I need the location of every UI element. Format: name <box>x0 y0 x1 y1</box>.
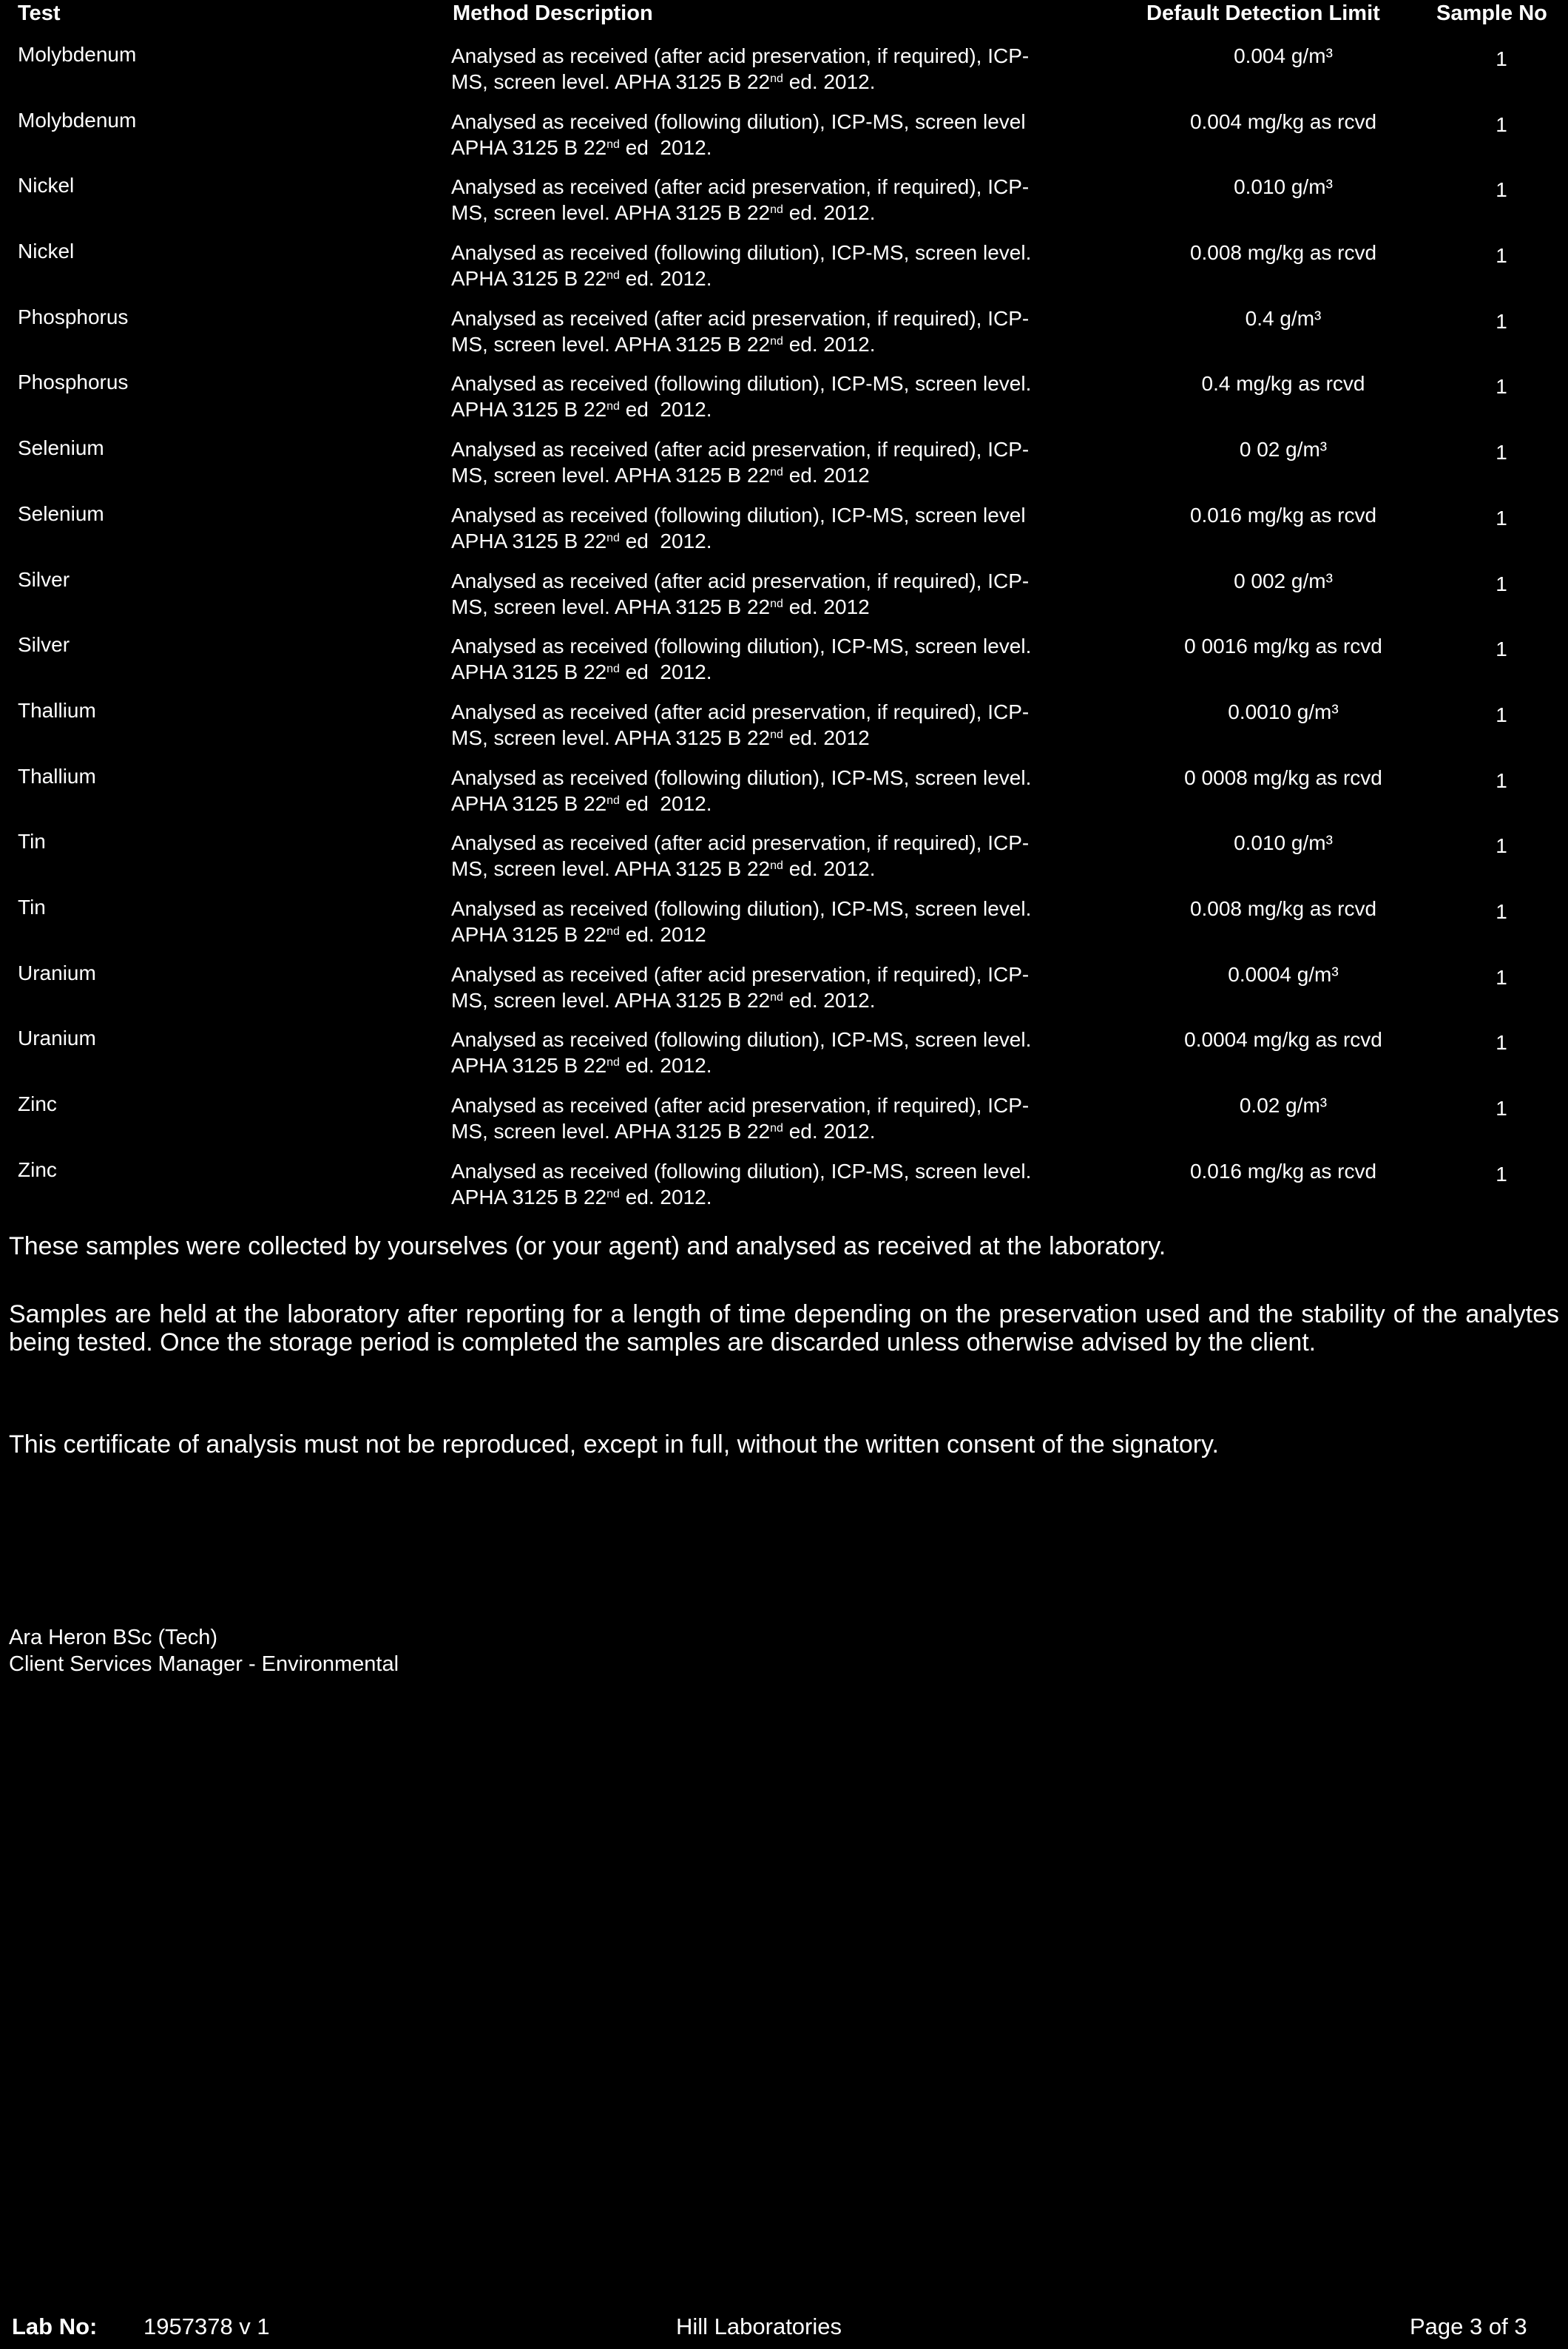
method-line-2 <box>451 1184 1132 1210</box>
method-line-2 <box>451 922 1132 947</box>
method-edition: ed. 2012 <box>619 922 706 946</box>
method-line-2 <box>451 1052 1132 1078</box>
method-description <box>451 174 1132 226</box>
footer-page: Page 3 of 3 <box>1410 2313 1527 2339</box>
test-name: Silver <box>18 633 70 657</box>
sample-no: 1 <box>1496 572 1507 595</box>
footer-company: Hill Laboratories <box>676 2313 842 2339</box>
test-name: Thallium <box>18 764 96 788</box>
method-edition: ed 2012. <box>619 398 712 422</box>
method-description <box>451 1027 1132 1078</box>
method-description <box>451 240 1132 291</box>
method-description <box>451 109 1132 160</box>
sample-no: 1 <box>1496 834 1507 858</box>
method-ref: MS, screen level. APHA 3125 B 22 <box>451 201 771 225</box>
note-storage: Samples are held at the laboratory after reporting for a length of time depending on the preservation used and the stability of the analytes being tested. Once the storage period is completed the samples are discarded unless otherwise advised by the client. <box>9 1300 1559 1356</box>
method-ref: MS, screen level. APHA 3125 B 22 <box>451 1120 771 1143</box>
note-collection: These samples were collected by yourselves (or your agent) and analysed as received at the laboratory. <box>9 1232 1166 1260</box>
method-line-2 <box>451 791 1132 817</box>
test-name: Silver <box>18 567 70 591</box>
method-ref: APHA 3125 B 22 <box>451 791 607 815</box>
table-row <box>0 1158 1568 1224</box>
sample-no: 1 <box>1496 244 1507 268</box>
sample-no: 1 <box>1496 1031 1507 1055</box>
method-line-2 <box>451 594 1132 620</box>
detection-limit: 0.4 mg/kg as rcvd <box>1201 372 1365 396</box>
sample-no: 1 <box>1496 965 1507 989</box>
table-row <box>0 240 1568 305</box>
method-ref: MS, screen level. APHA 3125 B 22 <box>451 332 771 356</box>
method-line-1: Analysed as received (after acid preservation, if required), ICP- <box>451 569 1030 592</box>
test-name: Tin <box>18 830 46 854</box>
sample-no: 1 <box>1496 441 1507 464</box>
method-description <box>451 43 1132 95</box>
detection-limit: 0.0010 g/m³ <box>1228 700 1339 723</box>
method-description <box>451 1092 1132 1144</box>
test-name: Uranium <box>18 961 96 984</box>
sample-no: 1 <box>1496 1162 1507 1186</box>
test-name: Nickel <box>18 240 75 263</box>
method-line-1: Analysed as received (after acid preservation, if required), ICP- <box>451 44 1030 67</box>
method-line-2 <box>451 69 1132 95</box>
method-description <box>451 699 1132 751</box>
method-line-1: Analysed as received (following dilution), ICP-MS, screen level. <box>451 765 1032 789</box>
footer-lab-no-label: Lab No: <box>12 2313 98 2339</box>
method-ref: APHA 3125 B 22 <box>451 398 607 422</box>
test-name: Selenium <box>18 436 104 460</box>
test-name: Tin <box>18 895 46 919</box>
detection-limit: 0.0004 g/m³ <box>1228 962 1339 986</box>
method-line-1: Analysed as received (after acid preservation, if required), ICP- <box>451 175 1030 199</box>
note-reproduction: This certificate of analysis must not be reproduced, except in full, without the written consent of the signatory. <box>9 1430 1219 1459</box>
ordinal-suffix: nd <box>770 1122 783 1135</box>
method-line-2 <box>451 725 1132 751</box>
method-ref: MS, screen level. APHA 3125 B 22 <box>451 857 771 881</box>
detection-limit: 0.010 g/m³ <box>1234 831 1333 855</box>
table-row <box>0 371 1568 436</box>
method-edition: ed. 2012. <box>783 857 876 881</box>
method-line-1: Analysed as received (after acid preservation, if required), ICP- <box>451 306 1030 330</box>
detection-limit: 0.008 mg/kg as rcvd <box>1189 896 1377 920</box>
ordinal-suffix: nd <box>606 794 620 807</box>
method-ref: APHA 3125 B 22 <box>451 267 607 291</box>
sample-no: 1 <box>1496 768 1507 792</box>
table-row <box>0 502 1568 568</box>
sample-no: 1 <box>1496 112 1507 136</box>
method-ref: MS, screen level. APHA 3125 B 22 <box>451 988 771 1012</box>
detection-limit: 0.008 mg/kg as rcvd <box>1189 241 1377 265</box>
signatory <box>9 1624 399 1677</box>
method-line-2 <box>451 1118 1132 1144</box>
method-edition: ed. 2012 <box>783 726 870 749</box>
method-edition: ed 2012. <box>619 791 712 815</box>
test-name: Phosphorus <box>18 371 129 394</box>
method-ref: APHA 3125 B 22 <box>451 1185 607 1209</box>
method-line-1: Analysed as received (following dilution), ICP-MS, screen level. <box>451 1028 1032 1052</box>
method-description <box>451 436 1132 488</box>
method-edition: ed 2012. <box>619 660 712 684</box>
sample-no: 1 <box>1496 899 1507 923</box>
method-line-2 <box>451 396 1132 422</box>
header-sample: Sample No <box>1436 1 1547 25</box>
method-line-1: Analysed as received (following dilution), ICP-MS, screen level. <box>451 372 1032 396</box>
method-ref: APHA 3125 B 22 <box>451 135 607 159</box>
method-edition: ed 2012. <box>619 135 712 159</box>
method-edition: ed. 2012 <box>783 595 870 618</box>
ordinal-suffix: nd <box>606 925 620 938</box>
sample-no: 1 <box>1496 375 1507 399</box>
method-line-1: Analysed as received (following dilution), ICP-MS, screen level. <box>451 896 1032 920</box>
detection-limit: 0 02 g/m³ <box>1239 438 1328 462</box>
table-row <box>0 1027 1568 1092</box>
detection-limit: 0 0008 mg/kg as rcvd <box>1184 765 1382 789</box>
method-description <box>451 305 1132 357</box>
method-line-1: Analysed as received (following dilution), ICP-MS, screen level <box>451 109 1026 133</box>
method-description <box>451 502 1132 554</box>
method-ref: MS, screen level. APHA 3125 B 22 <box>451 726 771 749</box>
method-ref: APHA 3125 B 22 <box>451 529 607 552</box>
method-edition: ed. 2012. <box>783 332 876 356</box>
method-line-2 <box>451 200 1132 226</box>
method-edition: ed 2012. <box>619 529 712 552</box>
test-name: Nickel <box>18 174 75 197</box>
header-limit: Default Detection Limit <box>1146 1 1380 25</box>
table-row <box>0 961 1568 1027</box>
detection-limit: 0.016 mg/kg as rcvd <box>1189 503 1377 527</box>
method-ref: APHA 3125 B 22 <box>451 922 607 946</box>
method-edition: ed. 2012. <box>619 1054 712 1078</box>
signatory-name: Ara Heron BSc (Tech) <box>9 1626 218 1649</box>
test-name: Molybdenum <box>18 43 137 66</box>
method-edition: ed. 2012. <box>783 1120 876 1143</box>
detection-limit: 0.004 mg/kg as rcvd <box>1189 109 1377 133</box>
method-description <box>451 896 1132 947</box>
method-line-2 <box>451 659 1132 685</box>
table-row <box>0 436 1568 502</box>
sample-no: 1 <box>1496 1097 1507 1120</box>
method-edition: ed. 2012. <box>619 1185 712 1209</box>
table-row <box>0 699 1568 765</box>
method-line-1: Analysed as received (after acid preservation, if required), ICP- <box>451 831 1030 855</box>
ordinal-suffix: nd <box>770 597 783 610</box>
method-ref: MS, screen level. APHA 3125 B 22 <box>451 464 771 487</box>
ordinal-suffix: nd <box>770 72 783 85</box>
ordinal-suffix: nd <box>606 663 620 676</box>
table-row <box>0 896 1568 961</box>
method-line-2 <box>451 856 1132 882</box>
method-description <box>451 830 1132 882</box>
method-line-2 <box>451 135 1132 160</box>
ordinal-suffix: nd <box>606 400 620 413</box>
header-test: Test <box>18 1 61 25</box>
signatory-title: Client Services Manager - Environmental <box>9 1652 399 1676</box>
method-line-1: Analysed as received (following dilution), ICP-MS, screen level. <box>451 1159 1032 1183</box>
method-line-2 <box>451 266 1132 291</box>
method-ref: MS, screen level. APHA 3125 B 22 <box>451 595 771 618</box>
sample-no: 1 <box>1496 506 1507 530</box>
test-name: Molybdenum <box>18 108 137 132</box>
test-name: Thallium <box>18 698 96 722</box>
header-method: Method Description <box>453 1 653 25</box>
ordinal-suffix: nd <box>606 1187 620 1200</box>
method-line-1: Analysed as received (after acid preservation, if required), ICP- <box>451 438 1030 462</box>
sample-no: 1 <box>1496 309 1507 333</box>
method-edition: ed. 2012. <box>783 988 876 1012</box>
detection-limit: 0.016 mg/kg as rcvd <box>1189 1159 1377 1183</box>
test-name: Zinc <box>18 1092 57 1115</box>
ordinal-suffix: nd <box>606 138 620 151</box>
method-line-1: Analysed as received (after acid preservation, if required), ICP- <box>451 700 1030 723</box>
method-line-2 <box>451 528 1132 554</box>
ordinal-suffix: nd <box>770 466 783 479</box>
sample-no: 1 <box>1496 178 1507 202</box>
ordinal-suffix: nd <box>770 203 783 217</box>
ordinal-suffix: nd <box>606 531 620 544</box>
method-line-1: Analysed as received (after acid preservation, if required), ICP- <box>451 1094 1030 1117</box>
method-line-1: Analysed as received (following dilution), ICP-MS, screen level. <box>451 241 1032 265</box>
method-line-1: Analysed as received (after acid preservation, if required), ICP- <box>451 962 1030 986</box>
method-line-2 <box>451 462 1132 488</box>
test-name: Uranium <box>18 1027 96 1050</box>
table-row <box>0 43 1568 109</box>
method-line-2 <box>451 987 1132 1013</box>
method-description <box>451 371 1132 422</box>
detection-limit: 0.4 g/m³ <box>1245 306 1322 330</box>
table-row <box>0 305 1568 371</box>
method-edition: ed. 2012. <box>783 70 876 93</box>
detection-limit: 0 002 g/m³ <box>1234 569 1333 592</box>
test-name: Zinc <box>18 1157 57 1181</box>
method-edition: ed. 2012. <box>619 267 712 291</box>
method-description <box>451 568 1132 620</box>
detection-limit: 0.02 g/m³ <box>1239 1094 1328 1117</box>
ordinal-suffix: nd <box>770 334 783 348</box>
method-description <box>451 633 1132 685</box>
table-row <box>0 830 1568 896</box>
method-ref: APHA 3125 B 22 <box>451 660 607 684</box>
table-row <box>0 174 1568 240</box>
test-name: Phosphorus <box>18 305 129 328</box>
footer-lab-no: 1957378 v 1 <box>143 2313 270 2339</box>
method-line-2 <box>451 331 1132 357</box>
method-ref: MS, screen level. APHA 3125 B 22 <box>451 70 771 93</box>
table-row <box>0 765 1568 831</box>
detection-limit: 0.010 g/m³ <box>1234 175 1333 199</box>
ordinal-suffix: nd <box>770 859 783 873</box>
ordinal-suffix: nd <box>770 990 783 1004</box>
method-ref: APHA 3125 B 22 <box>451 1054 607 1078</box>
ordinal-suffix: nd <box>606 1056 620 1069</box>
method-line-1: Analysed as received (following dilution), ICP-MS, screen level <box>451 503 1026 527</box>
table-row <box>0 109 1568 175</box>
method-description <box>451 961 1132 1013</box>
method-description <box>451 1158 1132 1210</box>
test-name: Selenium <box>18 501 104 525</box>
method-description <box>451 765 1132 817</box>
results-table <box>0 43 1568 1223</box>
sample-no: 1 <box>1496 47 1507 70</box>
detection-limit: 0.0004 mg/kg as rcvd <box>1184 1028 1382 1052</box>
ordinal-suffix: nd <box>770 728 783 741</box>
table-row <box>0 568 1568 634</box>
table-row <box>0 633 1568 699</box>
detection-limit: 0.004 g/m³ <box>1234 44 1333 67</box>
method-edition: ed. 2012. <box>783 201 876 225</box>
table-row <box>0 1092 1568 1158</box>
method-edition: ed. 2012 <box>783 464 870 487</box>
method-line-1: Analysed as received (following dilution), ICP-MS, screen level. <box>451 635 1032 658</box>
ordinal-suffix: nd <box>606 269 620 283</box>
sample-no: 1 <box>1496 703 1507 726</box>
detection-limit: 0 0016 mg/kg as rcvd <box>1184 635 1382 658</box>
sample-no: 1 <box>1496 638 1507 661</box>
